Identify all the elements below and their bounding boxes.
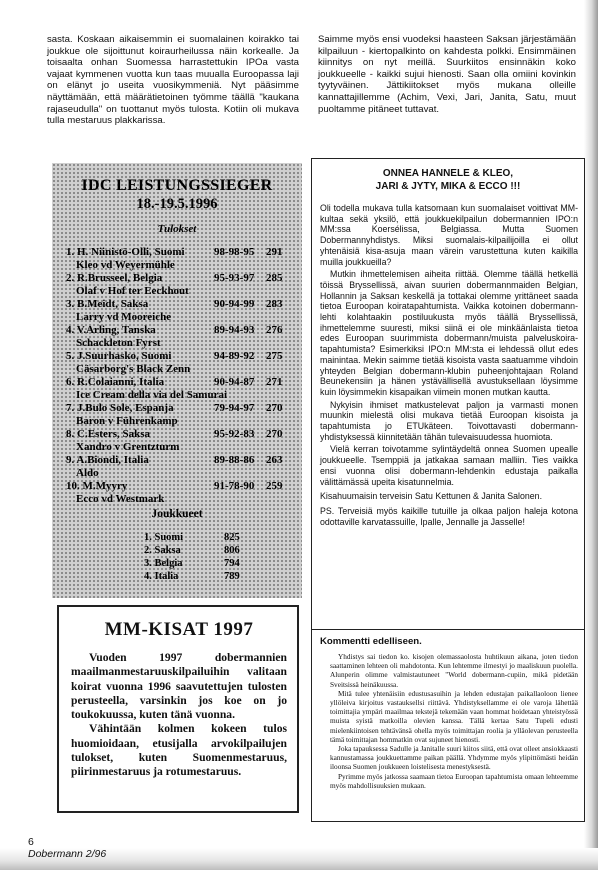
result-total: 271 bbox=[266, 376, 283, 388]
results-box bbox=[52, 163, 302, 598]
result-row bbox=[66, 480, 298, 506]
kommentti-paragraph: Pyrimme myös jatkossa saamaan tietoa Euroopan tapahtumista omaan lehteemme myös mahdollisuuksien mukaan. bbox=[330, 771, 578, 790]
page-number: 6 bbox=[28, 836, 34, 848]
mm-kisat-box bbox=[57, 605, 299, 813]
onnea-title-line-2: JARI & JYTY, MIKA & ECCO !!! bbox=[375, 181, 521, 192]
right-column-text bbox=[318, 34, 576, 115]
competitor-name: 7. J.Bulo Sole, Espanja bbox=[66, 402, 174, 414]
result-row bbox=[66, 402, 298, 428]
dog-name: Kleo vd Weyermühle bbox=[76, 259, 175, 271]
result-scores: 90-94-87 bbox=[214, 376, 255, 388]
right-intro-paragraph: Saimme myös ensi vuodeksi haasteen Saksan järjestämään kilpailuun - kiertopalkinto on kahdesta polkki. Ensimmäinen kiinnitys on nyt meillä. Suurkiitos ensinnäkin koko joukkueelle - kaikki sujui hienosti. Saan olla omiini kovinkin tyytyväinen. Jättikiitokset myös mukana olleille kannattajillemme (Achim, Vexi, Jari, Janita, Satu, muut puoltamme pitäneet tuttavat. bbox=[318, 34, 576, 115]
kommentti-title: Kommentti edelliseen. bbox=[320, 636, 422, 647]
result-total: 276 bbox=[266, 324, 283, 336]
dog-name: Aldo bbox=[76, 467, 99, 479]
competitor-name: 8. C.Esters, Saksa bbox=[66, 428, 151, 440]
dog-name: Ice Cream della via del Samurai bbox=[76, 389, 228, 401]
competitor-name: 5. J.Suurhasko, Suomi bbox=[66, 350, 172, 362]
result-total: 270 bbox=[266, 402, 283, 414]
result-row bbox=[66, 454, 298, 480]
mm-kisat-paragraph-2: Vähintään kolmen kokeen tulos huomioidaan, etusijalla arvokilpailujen tulokset, kuten Suomenmestaruus, piirinmestaruus ja rotumestaruus. bbox=[71, 722, 287, 779]
competitor-name: 6. R.Colaianni, Italia bbox=[66, 376, 165, 388]
result-total: 283 bbox=[266, 298, 283, 310]
team-score: 825 bbox=[224, 532, 240, 543]
mm-kisat-title: MM-KISAT 1997 bbox=[104, 619, 254, 640]
competitor-name: 2. R.Brusseel, Belgia bbox=[66, 272, 163, 284]
result-row bbox=[66, 324, 298, 350]
page-edge-shadow bbox=[584, 0, 598, 870]
kommentti-section bbox=[312, 629, 584, 790]
result-row bbox=[66, 246, 298, 272]
onnea-ps: PS. Terveisiä myös kaikille tutuille ja olkaa paljon haleja kotona odottaville karvatassuille, Ipalle, Jennalle ja Jasselle! bbox=[320, 505, 578, 527]
team-row bbox=[144, 545, 264, 556]
result-total: 270 bbox=[266, 428, 283, 440]
result-total: 263 bbox=[266, 454, 283, 466]
onnea-body bbox=[320, 203, 578, 529]
publication-footer: Dobermann 2/96 bbox=[28, 848, 107, 860]
team-row bbox=[144, 532, 264, 543]
onnea-paragraph: Vielä kerran toivotamme sylintäydeltä onnea Suomen upealle joukkueelle. Tsemppiä ja jatkakaa samaan malliin. Ties vaikka ensi vuonna olisi dobermann-lehdenkin edustaja paikalla välittämässä upeita kisatunnelmia. bbox=[320, 444, 578, 487]
result-total: 275 bbox=[266, 350, 283, 362]
dog-name: Baron v Führenkamp bbox=[76, 415, 178, 427]
result-scores: 79-94-97 bbox=[214, 402, 255, 414]
result-scores: 90-94-99 bbox=[214, 298, 255, 310]
result-scores: 98-98-95 bbox=[214, 246, 255, 258]
result-row bbox=[66, 298, 298, 324]
competitor-name: 1. H. Niinistö-Olli, Suomi bbox=[66, 246, 185, 258]
result-scores: 94-89-92 bbox=[214, 350, 255, 362]
dog-name: Schackleton Fyrst bbox=[76, 337, 161, 349]
result-total: 291 bbox=[266, 246, 283, 258]
left-column-text bbox=[47, 34, 299, 127]
dog-name: Cäsarborg's Black Zenn bbox=[76, 363, 191, 375]
kommentti-paragraph: Joka tapauksessa Sadulle ja Janitalle suuri kiitos siitä, että ovat olleet ansiokkaasti kannustamassa joukkuettamme paikan päällä. Yhdymme myös ylipittömästi heidän iloonsa Suomen joukkueen loistelisesta menestyksestä. bbox=[330, 744, 578, 772]
results-title: IDC LEISTUNGSSIEGER bbox=[81, 177, 273, 194]
result-total: 259 bbox=[266, 480, 283, 492]
onnea-signature: Kisahuumaisin terveisin Satu Kettunen & Janita Salonen. bbox=[320, 491, 543, 502]
team-row bbox=[144, 558, 264, 569]
team-score: 794 bbox=[224, 558, 240, 569]
competitor-name: 3. B.Meidt, Saksa bbox=[66, 298, 149, 310]
dog-name: Olaf v Hof ter Eeckhout bbox=[76, 285, 189, 297]
result-row bbox=[66, 376, 298, 402]
results-subtitle: Tulokset bbox=[157, 223, 197, 235]
team-name: 4. Italia bbox=[144, 571, 179, 582]
onnea-title-line-1: ONNEA HANNELE & KLEO, bbox=[382, 168, 514, 179]
result-scores: 95-93-97 bbox=[214, 272, 255, 284]
team-score: 789 bbox=[224, 571, 240, 582]
competitor-name: 9. A.Biondi, Italia bbox=[66, 454, 149, 466]
kommentti-paragraph: Yhdistys sai tiedon ko. kisojen olemassaolosta huhtikuun aikana, joten tiedon saattaminen lehteen oli mahdotonta. Kun lehtemme ilmestyi jo maaliskuun puolella. Alunperin olimme valmistautuneet "World dobermann-cupiin, mikä pidetään Sveitsissä heinäkuussa. bbox=[330, 652, 578, 689]
onnea-title bbox=[312, 167, 584, 193]
team-name: 1. Suomi bbox=[144, 532, 184, 543]
result-scores: 95-92-83 bbox=[214, 428, 255, 440]
results-date: 18.-19.5.1996 bbox=[136, 196, 218, 212]
result-row bbox=[66, 428, 298, 454]
onnea-paragraph: Nykyisin ihmiset matkustelevat paljon ja varmasti monen muunkin mielestä olisi mukava tietää Euroopan kisoista ja tapahtumista jo ETUkäteen. Toivottavasti dobermann-yhdistyksessä kiinnitetään tähän tulevaisuudessa huomiota. bbox=[320, 399, 578, 442]
left-intro-paragraph: sasta. Koskaan aikaisemmin ei suomalainen koirakko tai joukkue ole sijoittunut koiraurheilussa näin korkealle. Ja toisaalta onhan Suomessa harrastettukin IPOa vasta vajaat kymmenen vuotta kun taas muualla Euroopassa laji on elänyt jo useita vuosikymmeniä. Nyt pääsimme näyttämään, että määrätietoinen työmme täällä "kaukana rajaseudulla" on tuottanut myös tulosta. Kotiin oli mukava tulla mestaruus plakkarissa. bbox=[47, 34, 299, 127]
dog-name: Xandro v Grentzturm bbox=[76, 441, 180, 453]
result-scores: 89-94-93 bbox=[214, 324, 255, 336]
team-score: 806 bbox=[224, 545, 240, 556]
mm-kisat-paragraph-1: Vuoden 1997 dobermannien maailmanmestaruuskilpailuihin valitaan koirat vuonna 1996 saavutettujen tulosten perusteella, varsinkin jos koe on jo toukokuussa, kuten tänä vuonna. bbox=[71, 651, 287, 722]
result-row bbox=[66, 350, 298, 376]
result-scores: 89-88-86 bbox=[214, 454, 255, 466]
competitor-name: 4. V.Arling, Tanska bbox=[66, 324, 156, 336]
team-name: 2. Saksa bbox=[144, 545, 181, 556]
competitor-name: 10. M.Myyry bbox=[66, 480, 128, 492]
dog-name: Ecco vd Westmark bbox=[76, 493, 165, 505]
kommentti-paragraph: Mitä tulee yhtenäisiin edustusasuihin ja lehden edustajan paikallaoloon lienee yllöleiva kirjoitus vastauksellsi riittävä. Yhdistyksellamme ei ole varoja lähettää toimittajia ympäri maailmaa tekstejä tekemään vaan hommat hoidetaan yhteistyössä muista syistä matkoilla olevien kanssa. Tällä kertaa Satu Tupeli edusti mielenkiintoisen tehtävänsä ohella myös toimittajan roolia ja ylläolevan perusteella tämä toimittajan hommatkin ovat sujuneet hienosti. bbox=[330, 688, 578, 744]
onnea-box bbox=[311, 158, 585, 822]
onnea-paragraph: Oli todella mukava tulla katsomaan kun suomalaiset voittivat MM-kultaa sekä yksilö, että joukkuekilpailun dobermannien IPO:n MM:ssa Koersélissa, Belgiassa. Mutta Suomen Dobermannyhdistys. Miksi suomalais-kilpailijoilla ei ollut yhtenäisiä kisa-asuja maan värein varustettuna kuten kaikilla muilla joukkueilla? bbox=[320, 203, 578, 267]
dog-name: Larry vd Mooreiche bbox=[76, 311, 172, 323]
team-name: 3. Belgia bbox=[144, 558, 183, 569]
result-scores: 91-78-90 bbox=[214, 480, 255, 492]
teams-title: Joukkueet bbox=[151, 508, 203, 520]
onnea-paragraph: Mutkin ihmettelemisen aiheita riittää. Olemme täällä hetkellä töissä Bryssellissä, aivan suurien dobermannmaiden Belgian, Hollannin ja Saksan keskellä ja tottakai olemme yrittäneet saada tietoa Euroopan koiratapahtumista. Vaikka kotoinen dobermann-lehti kolahtaakin postiluukusta myös täällä Bryssellissä, ihmettelemme suuresti, miksi siinä ei ole minkäänlaista tietoa edes Euroopan suurimmista dobermann/muista palveluskoira-tapahtumista? Esimerkiksi IPO:n MM:sta ei lehdessä ollut edes mainintaa. Mekin saimme tietää kisoista vasta saatuamme vihdoin yhteyden Belgian dobermann-klubin puheenjohtajaan Roland Beunekensiin ja hänen ystävällisellä avustuksellaan löysimme kuin löysimmekin kisapaikan viimein monen mutkan kautta. bbox=[320, 269, 578, 397]
kommentti-text bbox=[312, 652, 584, 790]
result-total: 285 bbox=[266, 272, 283, 284]
result-row bbox=[66, 272, 298, 298]
team-row bbox=[144, 571, 264, 582]
